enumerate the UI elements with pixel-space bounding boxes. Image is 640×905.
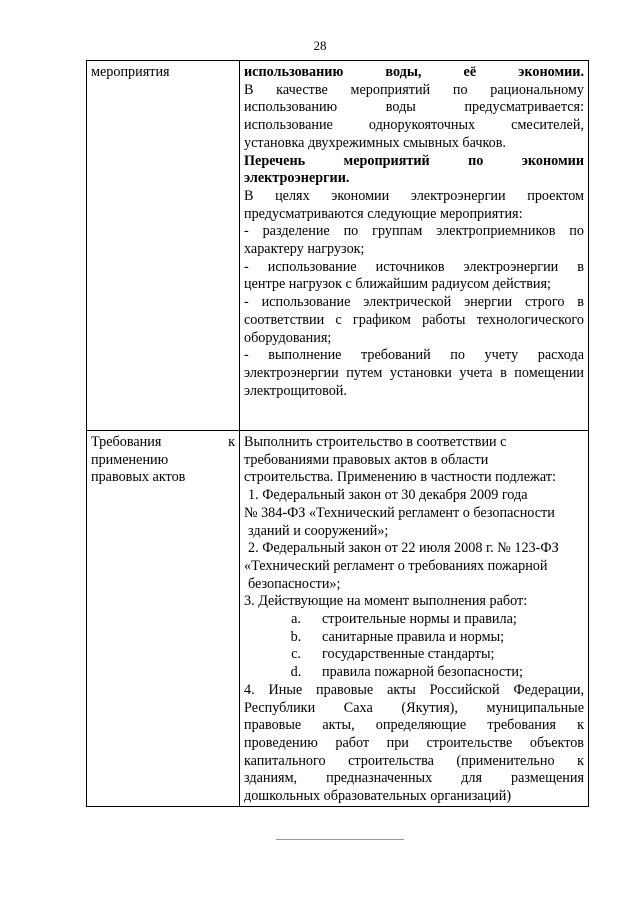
energy-saving-heading-end: электроэнергии. [244, 170, 350, 187]
text-line: требованиями правовых актов в области [244, 451, 489, 468]
row-label-line [91, 434, 235, 452]
text-line: центре нагрузок с ближайшим радиусом действия; [244, 276, 551, 293]
text-line: капитального строительства (применительно к [244, 752, 584, 769]
text-line: зданиям, предназначенных для размещения [244, 770, 584, 787]
sub-list-text: санитарные правила и нормы; [322, 628, 505, 645]
sub-list-text: правила пожарной безопасности; [322, 664, 523, 681]
text-line: оборудования; [244, 329, 332, 346]
row-label-cell [87, 61, 240, 431]
law-item-line: № 384-ФЗ «Технический регламент о безопасности [244, 504, 555, 521]
sub-list-item [244, 646, 584, 664]
text-line: строительства. Применению в частности подлежат: [244, 469, 556, 486]
text-line: В качестве мероприятий по рациональному [244, 81, 584, 98]
footnote-separator [276, 839, 404, 840]
table-row [87, 431, 589, 807]
text-line: Выполнить строительство в соответствии с [244, 434, 507, 450]
text-line: предусматриваются следующие мероприятия: [244, 205, 523, 222]
list-item: - выполнение требований по учету расхода [244, 347, 584, 364]
law-item-line: «Технический регламент о требованиях пожарной [244, 557, 548, 574]
water-saving-heading-end: использованию воды, её экономии. [244, 64, 584, 80]
row-content-cell [240, 61, 589, 431]
text-line: использованию воды предусматривается: [244, 99, 584, 116]
law-item-line: зданий и сооружений»; [248, 522, 389, 539]
sub-list-item [244, 611, 584, 629]
text-line: использование однорукояточных смесителей, [244, 117, 584, 134]
row-label-cell [87, 431, 240, 807]
text-line: Республики Саха (Якутия), муниципальные [244, 699, 584, 716]
list-item: 4. Иные правовые акты Российской Федерации, [244, 681, 584, 698]
list-item: - использование источников электроэнергии в [244, 258, 584, 275]
row-label-preposition: к [228, 434, 235, 450]
law-item-line: безопасности»; [248, 575, 341, 592]
requirements-table [86, 60, 589, 807]
row-label: мероприятия [91, 64, 170, 80]
sub-list-item [244, 629, 584, 647]
table-row [87, 61, 589, 431]
sub-list-marker: a. [291, 611, 301, 628]
page-number: 28 [313, 38, 327, 53]
list-item: - разделение по группам электроприемников по [244, 223, 584, 240]
list-item: - использование электрической энергии строго в [244, 294, 584, 311]
row-label-line: применению [91, 451, 169, 468]
text-line: электроэнергии путем установки учета в помещении [244, 364, 584, 381]
row-label-word: Требования [91, 434, 162, 450]
sub-list-text: государственные стандарты; [322, 646, 495, 663]
list-item: 3. Действующие на момент выполнения работ: [244, 593, 528, 610]
energy-saving-heading: Перечень мероприятий по экономии [244, 152, 584, 169]
law-item: 1. Федеральный закон от 30 декабря 2009 года [248, 487, 528, 504]
sub-list-marker: d. [290, 664, 302, 681]
sub-list-marker: c. [291, 646, 301, 663]
text-line: В целях экономии электроэнергии проектом [244, 187, 584, 204]
text-line: электрощитовой. [244, 382, 347, 399]
sub-list-marker: b. [290, 628, 302, 645]
text-line: правовые акты, определяющие требования к [244, 717, 584, 734]
text-line: соответствии с графиком работы технологического [244, 311, 584, 328]
text-line: дошкольных образовательных организаций) [244, 788, 512, 805]
row-label-line: правовых актов [91, 469, 186, 486]
sub-list-item [244, 664, 584, 682]
row-content-cell [240, 431, 589, 807]
law-item: 2. Федеральный закон от 22 июля 2008 г. № 123-ФЗ [248, 540, 559, 557]
sub-list-text: строительные нормы и правила; [322, 611, 517, 628]
text-line: проведению работ при строительстве объектов [244, 734, 584, 751]
text-line: характеру нагрузок; [244, 241, 365, 258]
text-line: установка двухрежимных смывных бачков. [244, 134, 506, 151]
